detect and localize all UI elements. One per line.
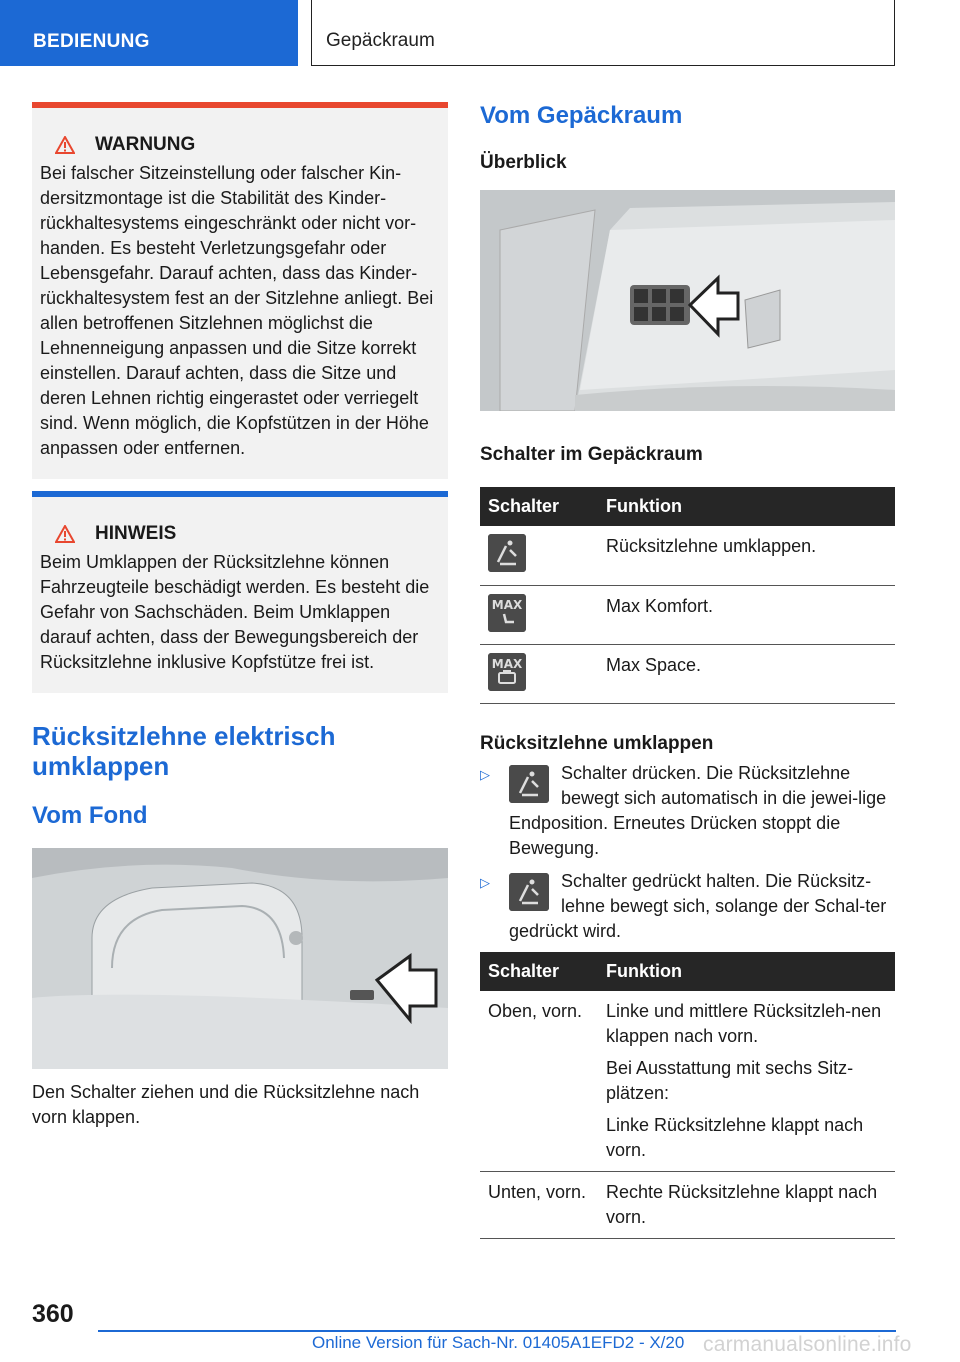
warning-triangle-icon — [55, 136, 75, 154]
table-row — [480, 644, 895, 703]
max-space-icon — [488, 653, 526, 691]
footer-online-version: Online Version für Sach-Nr. 01405A1EFD2 - X/20 — [312, 1333, 685, 1352]
trunk-photo — [480, 190, 895, 411]
subsection-heading-fond: Vom Fond — [32, 802, 148, 829]
topic-label: Gepäckraum — [326, 30, 435, 51]
switch-cell — [480, 585, 601, 644]
table-row — [480, 585, 895, 644]
seat-fold-icon — [509, 873, 549, 911]
switch-table-trunk — [480, 487, 895, 704]
max-comfort-icon — [488, 594, 526, 632]
bullet-text: Schalter drücken. Die Rücksitzlehne bewegt sich automatisch in die jewei-lige Endposition. Erneutes Drücken stoppt die Bewegung. — [509, 762, 887, 858]
fold-heading: Rücksitzlehne umklappen — [480, 732, 714, 754]
switch-cell: Oben, vorn. — [480, 991, 601, 1172]
bullet-content — [509, 869, 895, 944]
table-row — [480, 991, 895, 1172]
page-number: 360 — [32, 1300, 74, 1328]
list-item — [480, 761, 895, 861]
function-text: Bei Ausstattung mit sechs Sitz-plätzen: — [606, 1057, 854, 1103]
topic-tab — [311, 0, 895, 66]
hint-text: Beim Umklappen der Rücksitzlehne können Fahrzeugteile beschädigt werden. Es besteht die Gefahr von Sachschäden. Beim Umklappen darauf achten, dass der Bewegungsbereich der Rücksitzlehne inklusive Kopfstütze frei ist. — [40, 552, 430, 672]
overview-heading: Überblick — [480, 152, 567, 173]
svg-text:MAX: MAX — [491, 597, 523, 612]
warning-box — [32, 102, 448, 479]
column-header-function: Funktion — [601, 487, 895, 526]
trunk-illustration — [480, 190, 895, 411]
hint-box — [32, 491, 448, 693]
function-text: Linke Rücksitzlehne klappt nach vorn. — [606, 1114, 864, 1160]
table-header-row — [480, 952, 895, 991]
switch-cell — [480, 644, 601, 703]
table-header-row — [480, 487, 895, 526]
watermark: carmanualsonline.info — [703, 1333, 912, 1356]
function-cell: Rechte Rücksitzlehne klappt nach vorn. — [601, 1171, 895, 1238]
table-row — [480, 526, 895, 585]
fond-caption: Den Schalter ziehen und die Rücksitzlehne nach vorn klappen. — [32, 1082, 420, 1127]
hint-header — [40, 497, 440, 546]
section-label: BEDIENUNG — [33, 31, 150, 52]
switch-table-fold — [480, 952, 895, 1239]
rear-seat-photo — [32, 848, 448, 1069]
section-heading: Rücksitzlehne elektrisch umklappen — [32, 721, 336, 781]
table1-title: Schalter im Gepäckraum — [480, 444, 703, 465]
list-item — [480, 869, 895, 944]
seat-fold-icon — [509, 765, 549, 803]
table-row — [480, 1171, 895, 1238]
switch-cell — [480, 526, 601, 585]
seat-fold-icon — [488, 534, 526, 572]
warning-title: WARNUNG — [95, 134, 196, 155]
bullet-arrow-icon: ▷ — [480, 874, 490, 890]
bullet-content — [509, 761, 895, 861]
right-column — [480, 102, 895, 1239]
warning-text: Bei falscher Sitzeinstellung oder falscher Kin-dersitzmontage ist die Stabilität des Kinder-rückhaltesystems eingeschränkt oder nicht vor-handen. Es besteht Verletzungsgefahr oder Lebensgefahr. Darauf achten, dass das Kinder-rückhaltesystem fest an der Sitzlehne anliegt. Bei allen betroffenen Sitzlehnen möglichst die Lehnenneigung anpassen und die Sitze korrekt einstellen. Darauf achten, dass die Sitze und deren Lehnen richtig eingerastet oder verriegelt sind. Wenn möglich, die Kopfstützen in der Höhe anpassen oder entfernen. — [40, 163, 434, 458]
column-header-function: Funktion — [601, 952, 895, 991]
function-cell: Max Komfort. — [601, 585, 895, 644]
function-cell — [601, 991, 895, 1172]
function-cell: Max Space. — [601, 644, 895, 703]
switch-cell: Unten, vorn. — [480, 1171, 601, 1238]
column-header-switch: Schalter — [480, 952, 601, 991]
bullet-text: Schalter gedrückt halten. Die Rücksitz-lehne bewegt sich, solange der Schal-ter gedrückt wird. — [509, 870, 887, 941]
hint-title: HINWEIS — [95, 523, 177, 544]
function-text: Linke und mittlere Rücksitzleh-nen klappen nach vorn. — [606, 1000, 882, 1046]
section-tab — [0, 0, 298, 66]
rear-seat-illustration — [32, 848, 448, 1069]
footer-divider — [98, 1330, 896, 1332]
svg-text:MAX: MAX — [491, 656, 523, 671]
function-cell: Rücksitzlehne umklappen. — [601, 526, 895, 585]
column-header-switch: Schalter — [480, 487, 601, 526]
warning-header — [40, 108, 440, 157]
left-column — [32, 102, 448, 1130]
hint-triangle-icon — [55, 525, 75, 543]
subsection-heading-trunk: Vom Gepäckraum — [480, 102, 683, 129]
bullet-arrow-icon: ▷ — [480, 766, 490, 782]
